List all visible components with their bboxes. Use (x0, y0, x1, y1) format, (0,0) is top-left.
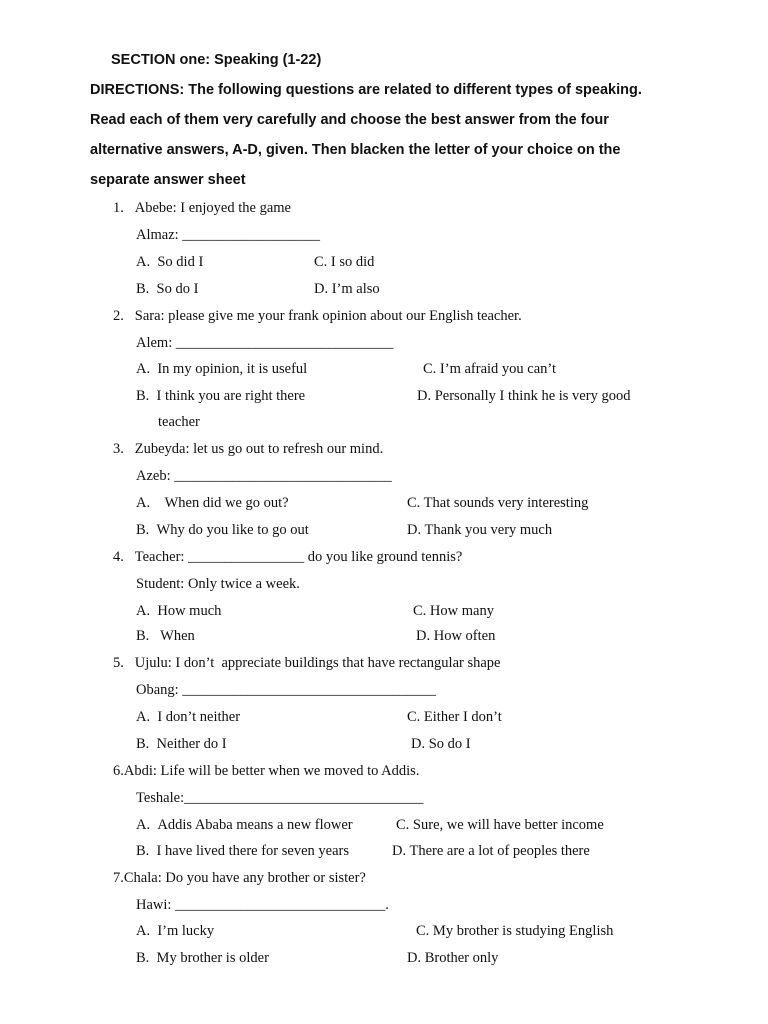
response-line: Azeb: ______________________________ (136, 468, 392, 484)
option-b: B. Neither do I (136, 736, 227, 752)
option-a: A. Addis Ababa means a new flower (136, 817, 353, 833)
option-a: A. I’m lucky (136, 923, 215, 939)
question-prompt: 4. Teacher: ________________ do you like ground tennis? (113, 549, 463, 565)
option-c: C. Either I don’t (407, 709, 502, 725)
directions-line: Read each of them very carefully and choose the best answer from the four (90, 112, 609, 128)
directions-line: alternative answers, A-D, given. Then blacken the letter of your choice on the (90, 142, 621, 158)
option-a: A. How much (136, 603, 222, 619)
response-line: Almaz: ___________________ (136, 227, 321, 243)
option-d: D. There are a lot of peoples there (392, 843, 590, 859)
response-line: Obang: ___________________________________ (136, 682, 437, 698)
option-d: D. Thank you very much (407, 522, 553, 538)
option-d: D. Personally I think he is very good (417, 388, 631, 404)
option-a: A. So did I (136, 254, 204, 270)
option-c: C. My brother is studying English (416, 923, 614, 939)
option-a: A. In my opinion, it is useful (136, 361, 308, 377)
question-prompt: 7.Chala: Do you have any brother or sister? (113, 870, 366, 886)
response-line: Hawi: _____________________________. (136, 897, 389, 913)
question-prompt: 5. Ujulu: I don’t appreciate buildings that have rectangular shape (113, 655, 501, 671)
directions-line: DIRECTIONS: The following questions are related to different types of speaking. (90, 82, 642, 98)
question-prompt: 3. Zubeyda: let us go out to refresh our mind. (113, 441, 384, 457)
option-b: B. So do I (136, 281, 199, 297)
option-continuation: teacher (158, 414, 200, 430)
option-d: D. Brother only (407, 950, 499, 966)
response-line: Teshale:_________________________________ (136, 790, 424, 806)
option-c: C. I’m afraid you can’t (423, 361, 557, 377)
option-c: C. How many (413, 603, 494, 619)
option-d: D. So do I (411, 736, 471, 752)
option-b: B. When (136, 628, 195, 644)
response-line: Student: Only twice a week. (136, 576, 300, 592)
option-c: C. I so did (314, 254, 375, 270)
question-prompt: 1. Abebe: I enjoyed the game (113, 200, 291, 216)
question-prompt: 2. Sara: please give me your frank opinion about our English teacher. (113, 308, 522, 324)
response-line: Alem: ______________________________ (136, 335, 394, 351)
section-title: SECTION one: Speaking (1-22) (111, 52, 322, 68)
option-b: B. Why do you like to go out (136, 522, 309, 538)
option-c: C. Sure, we will have better income (396, 817, 604, 833)
directions-line: separate answer sheet (90, 172, 246, 188)
option-b: B. I have lived there for seven years (136, 843, 349, 859)
option-b: B. My brother is older (136, 950, 269, 966)
option-a: A. I don’t neither (136, 709, 241, 725)
option-c: C. That sounds very interesting (407, 495, 589, 511)
option-b: B. I think you are right there (136, 388, 306, 404)
question-prompt: 6.Abdi: Life will be better when we moved to Addis. (113, 763, 420, 779)
option-d: D. I’m also (314, 281, 380, 297)
option-d: D. How often (416, 628, 496, 644)
option-a: A. When did we go out? (136, 495, 289, 511)
